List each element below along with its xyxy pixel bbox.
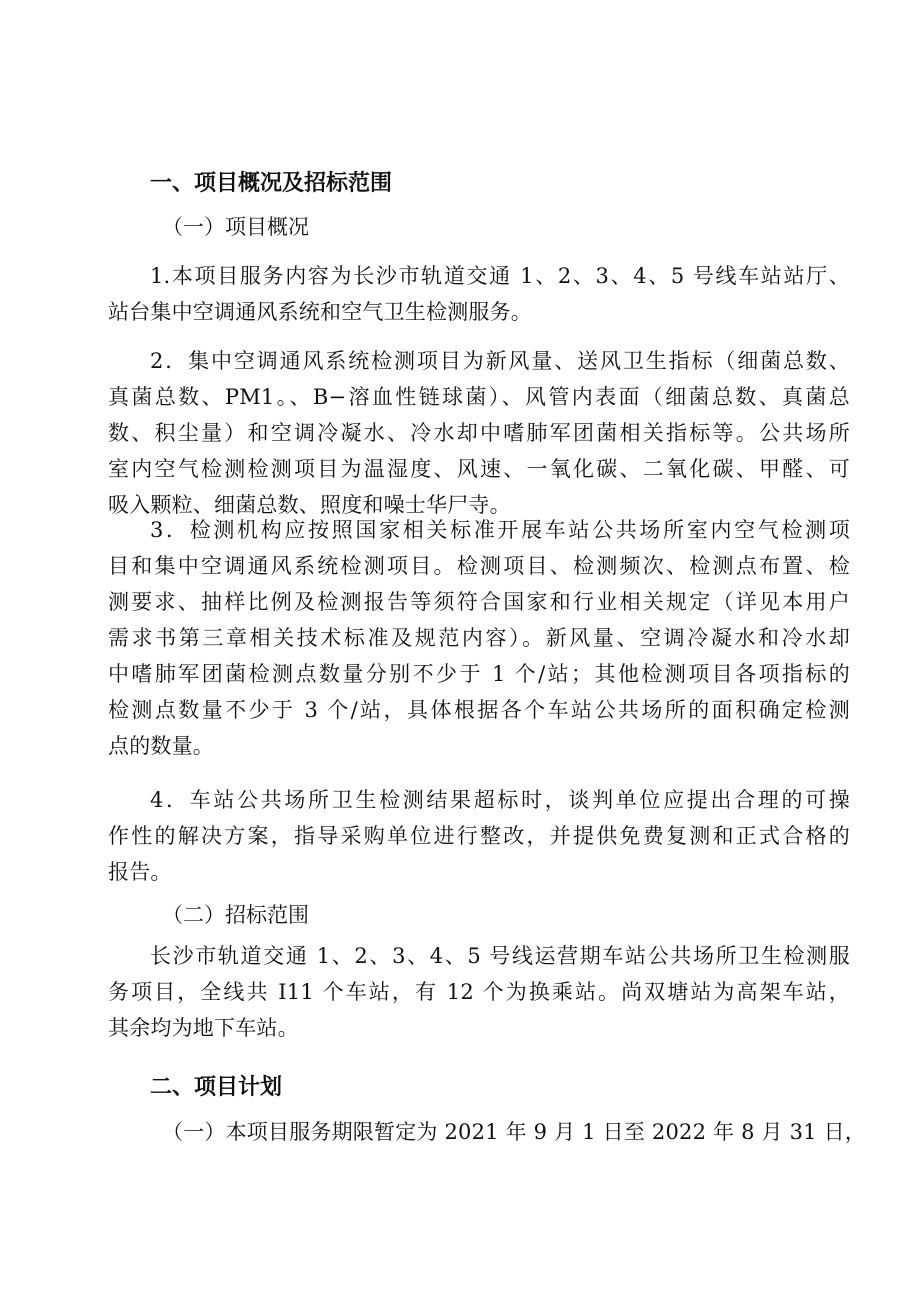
section-heading-overview: 一、项目概况及招标范围 — [150, 171, 393, 196]
paragraph-tender-scope — [108, 938, 850, 1046]
text-line: 需求书第三章相关技术标准及规范内容）。新风量、空调冷凝水和冷水却 — [108, 626, 850, 650]
text-line: 室内空气检测检测项目为温湿度、风速、一氧化碳、二氧化碳、甲醛、可 — [108, 457, 850, 481]
text-line: 其余均为地下车站。 — [108, 1016, 299, 1040]
paragraph-plan-1 — [108, 1114, 866, 1150]
text-line: 务项目，全线共 I11 个车站，有 12 个为换乘站。尚双塘站为高架车站， — [108, 980, 850, 1004]
text-line: 测要求、抽样比例及检测报告等须符合国家和行业相关规定（详见本用户 — [108, 590, 850, 614]
text-line: 站台集中空调通风系统和空气卫生检测服务。 — [108, 300, 532, 324]
text-line: 长沙市轨道交通 1、2、3、4、5 号线运营期车站公共场所卫生检测服 — [150, 944, 850, 968]
text-line: 4．车站公共场所卫生检测结果超标时，谈判单位应提出合理的可操 — [150, 788, 850, 812]
paragraph-item-2 — [108, 343, 850, 523]
text-line: 点的数量。 — [108, 734, 214, 758]
text-line: 报告。 — [108, 860, 172, 884]
subheading-tender-scope: （二）招标范围 — [162, 903, 309, 927]
paragraph-item-4 — [108, 782, 850, 890]
section-heading-plan: 二、项目计划 — [150, 1075, 283, 1100]
text-line: 吸入颗粒、细菌总数、照度和噪士华尸寺。 — [108, 493, 511, 517]
text-line: 目和集中空调通风系统检测项目。检测项目、检测频次、检测点布置、检 — [108, 554, 850, 578]
text-line: 作性的解决方案，指导采购单位进行整改，并提供免费复测和正式合格的 — [108, 824, 850, 848]
text-line: （一）本项目服务期限暂定为 2021 年 9 月 1 日至 2022 年 8 月 31 日， — [162, 1120, 866, 1144]
subheading-project-overview: （一）项目概况 — [162, 215, 309, 239]
text-line: 3．检测机构应按照国家相关标准开展车站公共场所室内空气检测项 — [150, 518, 850, 542]
text-line: 2．集中空调通风系统检测项目为新风量、送风卫生指标（细菌总数、 — [150, 349, 850, 373]
text-line: 数、积尘量）和空调冷凝水、冷水却中嗜肺军团菌相关指标等。公共场所 — [108, 421, 850, 445]
paragraph-item-1 — [108, 258, 850, 330]
text-line: 检测点数量不少于 3 个/站，具体根据各个车站公共场所的面积确定检测 — [108, 698, 850, 722]
paragraph-item-3 — [108, 512, 850, 764]
text-line: 1.本项目服务内容为长沙市轨道交通 1、2、3、4、5 号线车站站厅、 — [150, 264, 850, 288]
text-line: 真菌总数、PM1。、B−溶血性链球菌）、风管内表面（细菌总数、真菌总 — [108, 385, 850, 409]
text-line: 中嗜肺军团菌检测点数量分别不少于 1 个/站；其他检测项目各项指标的 — [108, 662, 850, 686]
